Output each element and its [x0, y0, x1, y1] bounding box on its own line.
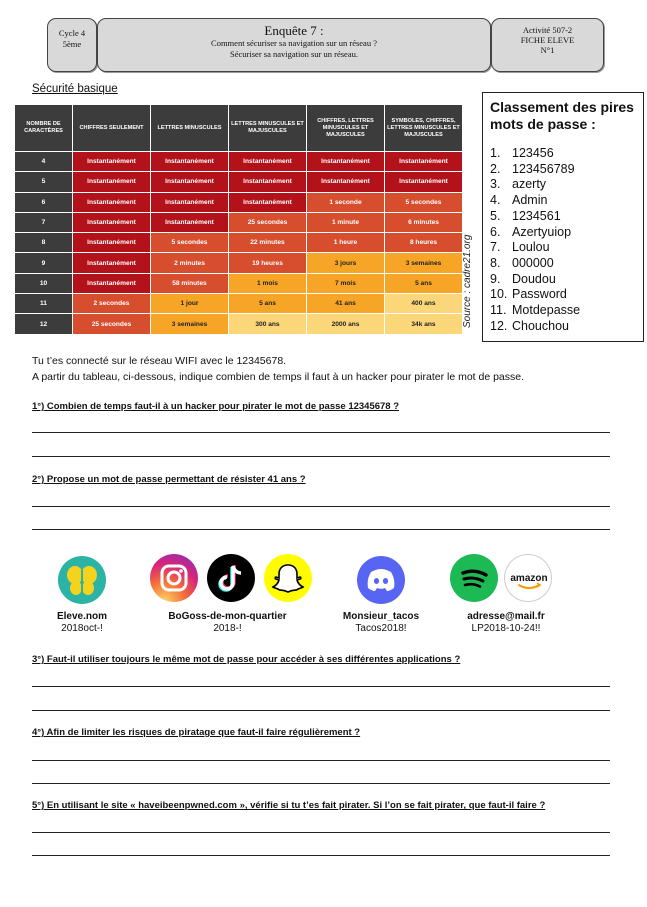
table-cell-time: 1 jour [151, 294, 229, 314]
rank-password: 123456789 [512, 161, 575, 176]
question-4: 4°) Afin de limiter les risques de piratage que faut-il faire régulièrement ? [32, 727, 361, 738]
answer-line[interactable] [32, 506, 610, 507]
table-cell-time: 8 heures [385, 233, 463, 253]
rank-number: 3. [490, 177, 501, 192]
table-cell-length: 4 [15, 152, 73, 172]
answer-line[interactable] [32, 710, 610, 711]
rank-number: 12. [490, 318, 508, 333]
list-item [490, 319, 636, 335]
table-cell-time: 2 minutes [151, 253, 229, 273]
table-row [15, 273, 463, 293]
app-username: Monsieur_tacos [342, 611, 420, 622]
rank-password: Doudou [512, 271, 556, 286]
table-cell-time: Instantanément [229, 192, 307, 212]
question-2: 2°) Propose un mot de passe permettant de résister 41 ans ? [32, 474, 306, 485]
table-cell-time: 3 semaines [151, 314, 229, 334]
table-cell-time: 5 secondes [151, 233, 229, 253]
table-cell-time: 5 ans [229, 294, 307, 314]
intro-line-2: A partir du tableau, ci-dessous, indique combien de temps il faut à un hacker pour pirater le mot de passe. [32, 371, 525, 383]
table-cell-length: 11 [15, 294, 73, 314]
answer-line[interactable] [32, 760, 610, 761]
table-cell-time: 34k ans [385, 314, 463, 334]
rank-number: 1. [490, 146, 501, 160]
ranking-title: Classement des pires mots de passe : [490, 99, 634, 132]
header-sheet: FICHE ELEVE [520, 35, 575, 45]
table-cell-time: 3 jours [307, 253, 385, 273]
list-item [490, 240, 636, 256]
table-row [15, 152, 463, 172]
app-username: Eleve.nom [56, 611, 108, 622]
answer-line[interactable] [32, 855, 610, 856]
discord-icon [357, 556, 405, 604]
table-cell-time: 2 secondes [73, 294, 151, 314]
table-cell-time: Instantanément [229, 152, 307, 172]
source-credit: Source : cadre21.org [462, 234, 473, 328]
rank-number: 4. [490, 193, 501, 208]
table-cell-time: 2000 ans [307, 314, 385, 334]
table-cell-time: Instantanément [73, 212, 151, 232]
list-item [490, 256, 636, 272]
list-item [490, 177, 636, 193]
table-header: CHIFFRES SEULEMENT [73, 105, 151, 152]
table-cell-time: 5 secondes [385, 192, 463, 212]
page-title: Enquête 7 : [264, 23, 324, 38]
table-cell-time: Instantanément [73, 172, 151, 192]
rank-number: 10. [490, 287, 508, 302]
table-cell-time: 3 semaines [385, 253, 463, 273]
header-cycle-box [47, 18, 97, 72]
rank-number: 2. [490, 161, 501, 176]
app-username: BoGoss-de-mon-quartier [168, 611, 287, 622]
table-row [15, 233, 463, 253]
table-cell-time: Instantanément [229, 172, 307, 192]
intro-line-1: Tu t’es connecté sur le réseau WIFI avec le 12345678. [32, 355, 287, 367]
table-cell-time: Instantanément [73, 152, 151, 172]
table-cell-length: 6 [15, 192, 73, 212]
ranking-list [490, 146, 636, 334]
answer-line[interactable] [32, 686, 610, 687]
table-cell-time: 19 heures [229, 253, 307, 273]
table-cell-time: 1 mois [229, 273, 307, 293]
rank-password: Admin [512, 193, 548, 208]
rank-number: 5. [490, 208, 501, 223]
app-password: 2018oct-! [61, 623, 103, 634]
list-item [490, 272, 636, 288]
table-cell-time: 1 minute [307, 212, 385, 232]
table-cell-time: Instantanément [151, 212, 229, 232]
table-header: CHIFFRES, LETTRES MINUSCULES ET MAJUSCULES [307, 105, 385, 152]
table-cell-time: Instantanément [307, 152, 385, 172]
table-cell-time: 25 secondes [229, 212, 307, 232]
table-cell-time: 300 ans [229, 314, 307, 334]
instagram-icon [150, 554, 198, 602]
answer-line[interactable] [32, 456, 610, 457]
table-header-row [15, 105, 463, 152]
table-cell-length: 5 [15, 172, 73, 192]
table-cell-time: 25 secondes [73, 314, 151, 334]
table-cell-time: Instantanément [151, 192, 229, 212]
rank-password: azerty [512, 177, 547, 192]
answer-line[interactable] [32, 529, 610, 530]
list-item [490, 225, 636, 241]
page-subtitle-1: Comment sécuriser sa navigation sur un réseau ? [211, 38, 377, 48]
amazon-label: amazon [510, 573, 548, 584]
rank-number: 8. [490, 255, 501, 270]
table-row [15, 253, 463, 273]
table-cell-time: Instantanément [385, 172, 463, 192]
table-header: LETTRES MINUSCULES [151, 105, 229, 152]
table-cell-time: 1 heure [307, 233, 385, 253]
list-item [490, 146, 636, 162]
spotify-icon [450, 554, 498, 602]
amazon-icon [504, 554, 552, 602]
answer-line[interactable] [32, 432, 610, 433]
snapchat-icon [264, 554, 312, 602]
app-password: Tacos2018! [355, 623, 407, 634]
table-body [15, 152, 463, 335]
table-cell-length: 8 [15, 233, 73, 253]
table-cell-time: Instantanément [307, 172, 385, 192]
question-5: 5°) En utilisant le site « haveibeenpwned.com », vérifie si tu t’es fait pirater. Si l’on se fait pirater, que faut-il faire ? [32, 800, 546, 811]
table-cell-time: Instantanément [385, 152, 463, 172]
header-sheet-number: N°1 [540, 45, 555, 55]
table-cell-length: 10 [15, 273, 73, 293]
table-cell-time: 6 minutes [385, 212, 463, 232]
rank-password: 1234561 [512, 208, 561, 223]
header-activity: Activité 507-2 [522, 25, 573, 35]
table-cell-time: 400 ans [385, 294, 463, 314]
rank-password: Loulou [512, 240, 550, 255]
rank-password: Motdepasse [512, 303, 581, 318]
table-cell-time: Instantanément [73, 233, 151, 253]
table-row [15, 314, 463, 334]
table-cell-time: Instantanément [73, 192, 151, 212]
table-cell-time: 1 seconde [307, 192, 385, 212]
rank-password: 000000 [512, 255, 554, 270]
rank-number: 9. [490, 271, 501, 286]
rank-number: 6. [490, 224, 501, 239]
rank-password: Chouchou [512, 318, 569, 333]
rank-number: 11. [490, 303, 507, 318]
table-cell-time: 41 ans [307, 294, 385, 314]
app-password: 2018-! [213, 623, 242, 634]
table-cell-time: Instantanément [73, 253, 151, 273]
page-subtitle-2: Sécuriser sa navigation sur un réseau. [230, 49, 358, 59]
answer-line[interactable] [32, 832, 610, 833]
list-item [490, 193, 636, 209]
rank-number: 7. [490, 240, 501, 255]
password-crack-table [14, 104, 463, 335]
table-cell-time: 58 minutes [151, 273, 229, 293]
table-header: SYMBOLES, CHIFFRES, LETTRES MINUSCULES ET MAJUSCULES [385, 105, 463, 152]
rank-password: Password [512, 287, 567, 302]
butterfly-app-icon [58, 556, 106, 604]
header-level: 5ème [62, 39, 82, 49]
table-row [15, 294, 463, 314]
tiktok-icon [207, 554, 255, 602]
question-1: 1°) Combien de temps faut-il à un hacker pour pirater le mot de passe 12345678 ? [32, 401, 400, 412]
list-item [490, 303, 636, 319]
answer-line[interactable] [32, 783, 610, 784]
header-title-box [97, 18, 491, 72]
list-item [490, 209, 636, 225]
table-cell-time: 22 minutes [229, 233, 307, 253]
table-header: NOMBRE DE CARACTÈRES [15, 105, 73, 152]
rank-password: Azertyuiop [512, 224, 572, 239]
table-cell-length: 9 [15, 253, 73, 273]
table-row [15, 192, 463, 212]
table-row [15, 212, 463, 232]
worst-passwords-box [482, 92, 644, 342]
list-item [490, 287, 636, 303]
table-cell-time: 5 ans [385, 273, 463, 293]
header-cycle: Cycle 4 [58, 28, 86, 38]
header-activity-box [491, 18, 604, 72]
table-cell-length: 12 [15, 314, 73, 334]
table-row [15, 172, 463, 192]
table-cell-time: Instantanément [151, 172, 229, 192]
table-cell-time: Instantanément [151, 152, 229, 172]
app-username: adresse@mail.fr [467, 611, 545, 622]
question-3: 3°) Faut-il utiliser toujours le même mot de passe pour accéder à ses différentes applications ? [32, 654, 461, 665]
section-title: Sécurité basique [32, 83, 118, 95]
table-header: LETTRES MINUSCULES ET MAJUSCULES [229, 105, 307, 152]
table-cell-time: 7 mois [307, 273, 385, 293]
list-item [490, 162, 636, 178]
table-cell-time: Instantanément [73, 273, 151, 293]
table-cell-length: 7 [15, 212, 73, 232]
rank-password: 123456 [512, 146, 554, 160]
app-password: LP2018-10-24!! [471, 623, 541, 634]
